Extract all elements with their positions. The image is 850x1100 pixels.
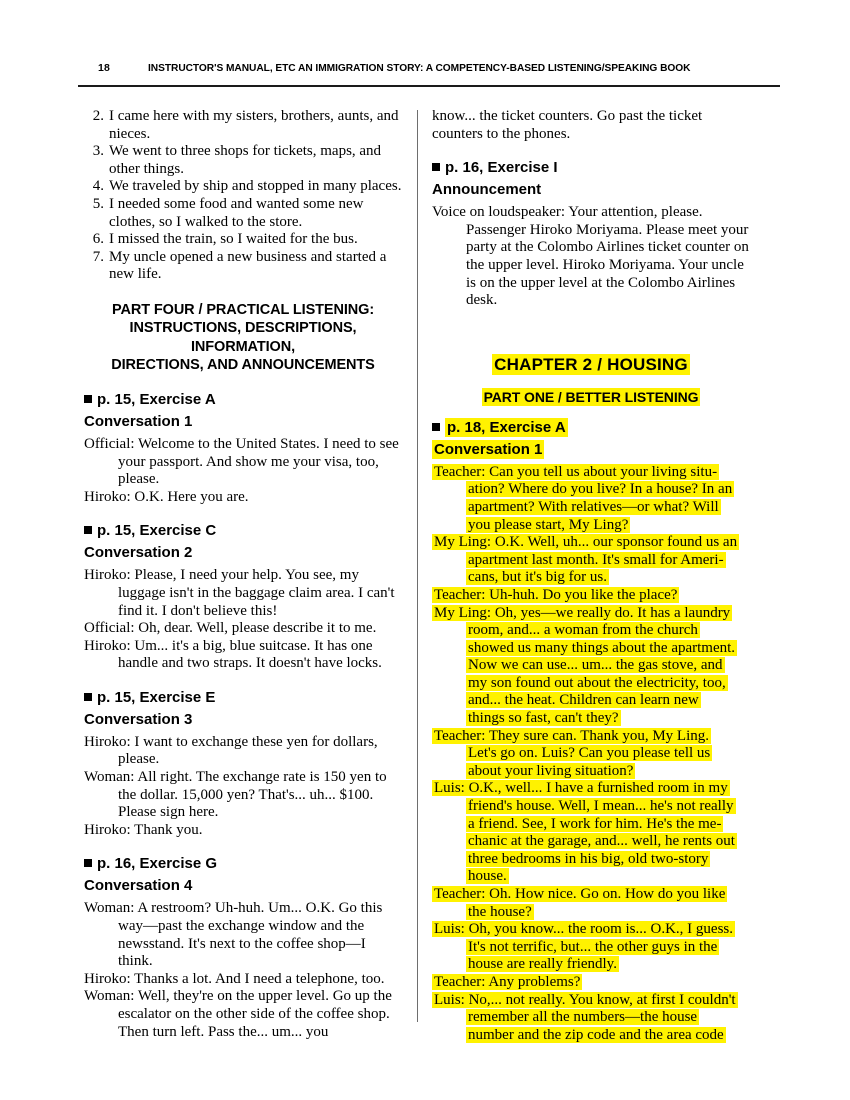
dialogue-speaker: Hiroko: — [84, 637, 131, 654]
numbered-list — [84, 108, 402, 284]
dialogue-line — [84, 769, 402, 822]
dialogue-text: Um... it's a big, blue suitcase. It has one handle and two straps. It doesn't have locks. — [118, 637, 382, 672]
exercise-heading — [84, 521, 402, 540]
dialogue-wrapped-line — [466, 904, 750, 922]
exercise-heading-p18-A — [432, 418, 750, 437]
list-item-number: 6. — [92, 231, 104, 248]
list-item-text: We went to three shops for tickets, maps, and other things. — [109, 143, 382, 177]
exercise-heading — [84, 688, 402, 707]
square-bullet-icon — [84, 395, 92, 403]
highlighted-text: Now we can use... um... the gas stove, and — [468, 657, 723, 674]
part-title-line-3: DIRECTIONS, AND ANNOUNCEMENTS — [111, 357, 375, 374]
dialogue-line — [432, 728, 750, 781]
dialogue-line — [84, 567, 402, 620]
dialogue-wrapped-line — [466, 956, 750, 974]
part-title-line-1: PART FOUR / PRACTICAL LISTENING: — [111, 301, 375, 318]
announcement-heading: Announcement — [432, 181, 542, 199]
dialogue-wrapped-line — [466, 868, 750, 886]
page-header — [78, 62, 778, 78]
dialogue-wrapped-line — [466, 517, 750, 535]
column-divider — [417, 110, 418, 1022]
dialogue-line — [432, 992, 750, 1045]
list-item-text: I came here with my sisters, brothers, aunts, and nieces. — [109, 108, 399, 142]
dialogue-wrapped-line — [466, 675, 750, 693]
dialogue-wrapped-line — [466, 1027, 750, 1045]
chapter-title-text: CHAPTER 2 / HOUSING — [494, 354, 688, 374]
dialogue-line — [84, 988, 402, 1041]
list-item-text: We traveled by ship and stopped in many places. — [109, 178, 402, 195]
dialogue-text: Please, I need your help. You see, my luggage isn't in the baggage claim area. I can't find it. I don't believe this! — [118, 567, 395, 619]
dialogue-line — [432, 974, 750, 992]
exercise-heading-label: p. 15, Exercise C — [97, 522, 217, 540]
list-item — [84, 143, 402, 178]
dialogue-speaker: Hiroko: — [84, 733, 131, 750]
exercise-heading-label: p. 16, Exercise G — [97, 855, 218, 873]
dialogue-speaker-line — [432, 921, 750, 939]
dialogue-speaker-line — [432, 587, 750, 605]
dialogue-wrapped-line — [466, 833, 750, 851]
conversation-heading: Conversation 1 — [84, 412, 193, 430]
highlighted-text: Teacher: Uh-huh. Do you like the place? — [434, 586, 678, 603]
dialogue-wrapped-line — [466, 763, 750, 781]
dialogue-line — [84, 620, 402, 638]
dialogue-speaker: Hiroko: — [84, 488, 131, 505]
conversation-heading: Conversation 2 — [84, 544, 193, 562]
highlighted-text: My Ling: Oh, yes—we really do. It has a laundry — [434, 604, 731, 621]
dialogue-speaker: Hiroko: — [84, 970, 131, 987]
dialogue-wrapped-line — [466, 640, 750, 658]
dialogue-line — [84, 436, 402, 489]
dialogue-wrapped-line — [466, 1009, 750, 1027]
square-bullet-icon — [432, 423, 440, 431]
highlighted-text: Teacher: They sure can. Thank you, My Ling. — [434, 727, 709, 744]
dialogue-line — [432, 921, 750, 974]
dialogue-wrapped-line — [466, 481, 750, 499]
chapter-title — [432, 354, 750, 376]
dialogue-line — [84, 734, 402, 769]
continuation-paragraph: know... the ticket counters. Go past the ticket counters to the phones. — [432, 108, 703, 142]
announcement-text: Your attention, please. Passenger Hiroko Moriyama. Please meet your party at the Colombo Airlines ticket counter on the upper level. Hiroko Moriyama. Your uncle is on the upper level at the Colombo Airlines desk. — [466, 204, 749, 309]
dialogue-line — [432, 587, 750, 605]
square-bullet-icon — [84, 859, 92, 867]
dialogue-wrapped-line — [466, 745, 750, 763]
list-item-number: 7. — [92, 248, 104, 265]
highlighted-text: house are really friendly. — [468, 956, 617, 973]
dialogue-line — [432, 886, 750, 921]
dialogue-text: All right. The exchange rate is 150 yen to the dollar. 15,000 yen? That's... uh... $100. Please sign here. — [118, 769, 387, 821]
dialogue-text: Welcome to the United States. I need to see your passport. And show me your visa, too, please. — [118, 435, 399, 488]
dialogue-speaker: Official: — [84, 620, 135, 637]
list-item-text: My uncle opened a new business and started a new life. — [109, 248, 387, 283]
dialogue-line — [84, 900, 402, 970]
list-item — [84, 108, 402, 143]
highlighted-text: you please start, My Ling? — [468, 516, 629, 533]
highlighted-text: cans, but it's big for us. — [468, 569, 607, 586]
list-item — [84, 178, 402, 196]
part-one-title-text: PART ONE / BETTER LISTENING — [483, 388, 699, 405]
list-item-number: 5. — [92, 195, 104, 212]
page-number: 18 — [98, 62, 111, 74]
dialogue-speaker: Woman: — [84, 900, 135, 917]
dialogue-speaker: Official: — [84, 435, 135, 452]
exercise-heading-label: p. 18, Exercise A — [447, 418, 566, 436]
highlighted-text: showed us many things about the apartment. — [468, 639, 736, 656]
dialogue-wrapped-line — [466, 710, 750, 728]
dialogue-wrapped-line — [466, 798, 750, 816]
left-sections — [84, 390, 402, 1041]
dialogue-wrapped-line — [466, 851, 750, 869]
part-title-line-2: INSTRUCTIONS, DESCRIPTIONS, INFORMATION, — [129, 320, 357, 355]
part-one-title — [432, 387, 750, 407]
highlighted-text: remember all the numbers—the house — [468, 1009, 698, 1026]
dialogue-speaker: Woman: — [84, 988, 135, 1005]
list-item — [84, 231, 402, 249]
dialogue-line — [432, 780, 750, 886]
list-item-text: I missed the train, so I waited for the bus. — [109, 231, 358, 248]
square-bullet-icon — [432, 163, 440, 171]
dialogue-speaker-line — [432, 974, 750, 992]
highlighted-text: ation? Where do you live? In a house? In an — [468, 481, 733, 498]
highlighted-text: number and the zip code and the area code — [468, 1026, 724, 1043]
highlighted-text: Luis: O.K., well... I have a furnished room in my — [434, 780, 728, 797]
square-bullet-icon — [84, 526, 92, 534]
dialogue-wrapped-line — [466, 692, 750, 710]
dialogue-text: Thank you. — [130, 821, 203, 838]
dialogue-wrapped-line — [466, 622, 750, 640]
exercise-heading-label: p. 16, Exercise I — [445, 159, 558, 177]
dialogue-wrapped-line — [466, 499, 750, 517]
left-column — [84, 108, 402, 1041]
dialogue-speaker-line — [432, 534, 750, 552]
conversation-heading: Conversation 3 — [84, 710, 193, 728]
dialogue-text: A restroom? Uh-huh. Um... O.K. Go this way—past the exchange window and the newsstand. It's next to the coffee shop—I think. — [118, 900, 383, 970]
dialogue-wrapped-line — [466, 552, 750, 570]
announcement-speech — [432, 204, 750, 310]
dialogue-speaker: Hiroko: — [84, 567, 131, 584]
conversation-heading-label: Conversation 1 — [434, 440, 543, 458]
dialogue-speaker: Woman: — [84, 769, 135, 786]
dialogue-speaker-line — [432, 728, 750, 746]
exercise-heading-label: p. 15, Exercise E — [97, 688, 216, 706]
highlighted-text: the house? — [468, 903, 532, 920]
dialogue-wrapped-line — [466, 816, 750, 834]
dialogue-wrapped-line — [466, 939, 750, 957]
dialogue-line — [432, 534, 750, 587]
dialogue-speaker-line — [432, 464, 750, 482]
announcement-speaker: Voice on loudspeaker: — [432, 204, 566, 221]
dialogue-speaker: Hiroko: — [84, 821, 131, 838]
highlighted-text: things so fast, can't they? — [468, 710, 619, 727]
exercise-heading-p16-I — [432, 158, 750, 177]
exercise-heading — [84, 390, 402, 409]
highlighted-text: Let's go on. Luis? Can you please tell us — [468, 745, 711, 762]
dialogue-line — [432, 464, 750, 534]
highlighted-text: chanic at the garage, and... well, he rents out — [468, 833, 735, 850]
highlighted-text: It's not terrific, but... the other guys in the — [468, 938, 718, 955]
highlighted-dialogue — [432, 464, 750, 1045]
highlighted-text: Luis: No,... not really. You know, at first I couldn't — [434, 991, 736, 1008]
list-item-number: 3. — [92, 143, 104, 160]
dialogue-text: O.K. Here you are. — [130, 488, 249, 505]
highlighted-text: room, and... a woman from the church — [468, 622, 698, 639]
dialogue-line — [432, 605, 750, 728]
list-item-number: 2. — [92, 108, 104, 124]
dialogue-speaker-line — [432, 605, 750, 623]
right-column — [432, 108, 750, 1044]
dialogue-speaker-line — [432, 780, 750, 798]
highlighted-text: house. — [468, 868, 507, 885]
highlighted-text: three bedrooms in his big, old two-story — [468, 850, 709, 867]
highlighted-text: my son found out about the electricity, too, — [468, 674, 726, 691]
conversation-heading: Conversation 4 — [84, 877, 193, 895]
header-rule — [78, 85, 780, 87]
list-item-number: 4. — [92, 178, 104, 195]
highlighted-text: friend's house. Well, I mean... he's not really — [468, 798, 734, 815]
dialogue-wrapped-line — [466, 657, 750, 675]
highlighted-text: apartment? With relatives—or what? Will — [468, 498, 719, 515]
list-item-text: I needed some food and wanted some new clothes, so I walked to the store. — [109, 195, 364, 230]
highlighted-text: apartment last month. It's small for Ameri- — [468, 551, 724, 568]
highlighted-text: Teacher: Any problems? — [434, 973, 581, 990]
dialogue-line — [84, 638, 402, 673]
list-item — [84, 196, 402, 231]
exercise-heading — [84, 854, 402, 873]
dialogue-line — [84, 822, 402, 840]
list-item — [84, 249, 402, 284]
dialogue-wrapped-line — [466, 569, 750, 587]
dialogue-text: Oh, dear. Well, please describe it to me. — [134, 620, 377, 637]
highlighted-text: a friend. See, I work for him. He's the me- — [468, 815, 722, 832]
highlighted-text: Teacher: Oh. How nice. Go on. How do you like — [434, 886, 726, 902]
exercise-heading-label: p. 15, Exercise A — [97, 390, 216, 408]
dialogue-text: Well, they're on the upper level. Go up the escalator on the other side of the coffee shop. Then turn left. Pass the... um... you — [118, 988, 392, 1040]
highlighted-text: My Ling: O.K. Well, uh... our sponsor found us an — [434, 534, 738, 551]
highlighted-text: and... the heat. Children can learn new — [468, 692, 699, 709]
dialogue-text: Thanks a lot. And I need a telephone, too. — [130, 970, 385, 987]
highlighted-text: about your living situation? — [468, 762, 634, 779]
running-head-title: INSTRUCTOR'S MANUAL, ETC AN IMMIGRATION STORY: A COMPETENCY-BASED LISTENING/SPEAKING BOOK — [148, 62, 691, 74]
conversation-heading — [432, 440, 750, 459]
dialogue-speaker-line — [432, 992, 750, 1010]
highlighted-text: Luis: Oh, you know... the room is... O.K., I guess. — [434, 921, 734, 938]
dialogue-speaker-line — [432, 886, 750, 904]
dialogue-text: I want to exchange these yen for dollars, please. — [118, 733, 378, 768]
dialogue-line — [84, 971, 402, 989]
square-bullet-icon — [84, 693, 92, 701]
highlighted-text: Teacher: Can you tell us about your living situ- — [434, 463, 718, 480]
part-four-title — [84, 301, 402, 375]
dialogue-line — [84, 489, 402, 507]
